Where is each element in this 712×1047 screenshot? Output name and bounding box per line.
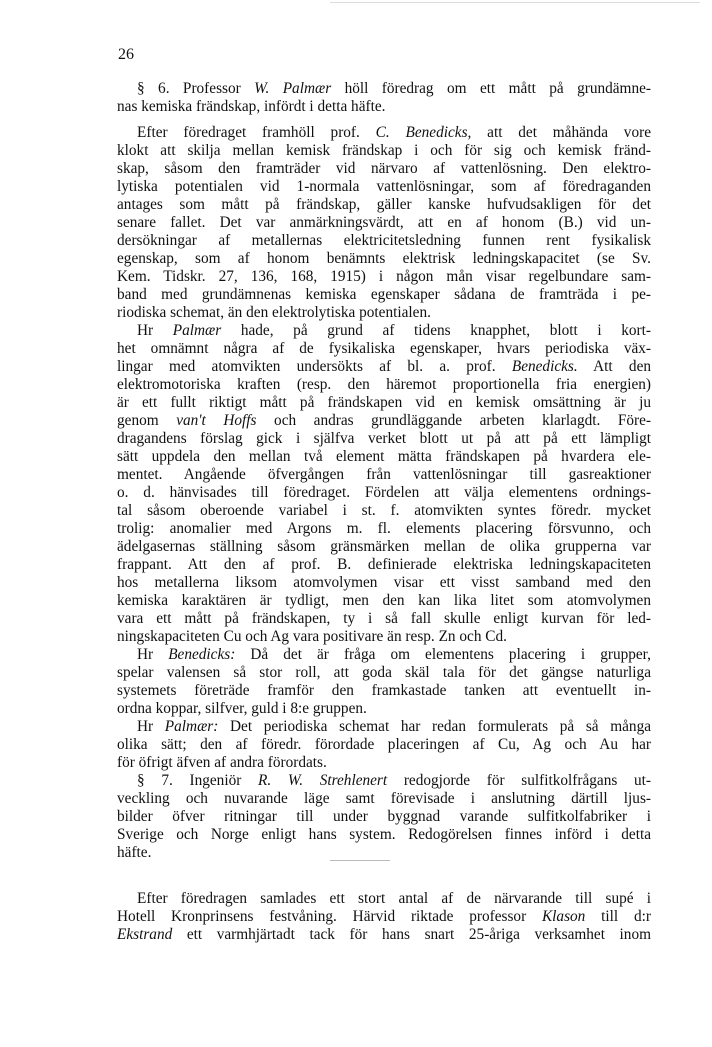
- text-run: för öfrigt äfven af andra förordats.: [117, 754, 327, 771]
- text-line: [117, 592, 651, 610]
- text-line: [117, 926, 651, 944]
- text-run: hos metallerna liksom atomvolymen visar ett visst samband med den: [117, 574, 651, 591]
- text-line: [117, 232, 651, 250]
- text-line: [117, 214, 651, 232]
- text-run: antages som mått på frändskap, gäller kanske hufvudsakligen för det: [117, 196, 651, 213]
- text-line: [117, 268, 651, 286]
- text-run: Efter föredragen samlades ett stort antal af de närvarande till supé i: [137, 890, 651, 907]
- italic-name: Palmær:: [164, 718, 219, 735]
- text-run: kemiska karaktären är tydligt, men den kan lika litet som atomvolymen: [117, 592, 651, 609]
- text-run: höll föredrag om ett mått på grundämne-: [331, 80, 651, 97]
- text-line: [117, 502, 651, 520]
- text-run: genom: [117, 412, 177, 429]
- text-run: olika sätt; den af föredr. förordade placeringen af Cu, Ag och Au har: [117, 736, 651, 753]
- italic-name: Palmær: [172, 322, 222, 339]
- text-line: [117, 358, 651, 376]
- italic-name: C. Benedicks,: [375, 124, 472, 141]
- text-run: egenskap, som af honom benämnts elektrisk ledningskapacitet (se Sv.: [117, 250, 651, 267]
- text-line: [117, 754, 651, 772]
- text-run: sätt uppdela den mellan två element mätta frändskapen på hvardera ele-: [117, 448, 651, 465]
- text-line: [117, 196, 651, 214]
- text-run: lytiska potentialen vid 1-normala vattenlösningar, som af föredraganden: [117, 178, 651, 195]
- text-line: [117, 430, 651, 448]
- text-run: dragandens förslag gick i själfva verket blott ut på att på ett lämpligt: [117, 430, 651, 447]
- text-line: [117, 304, 651, 322]
- text-run: veckling och nuvarande läge samt förevisade i anslutning därtill ljus-: [117, 790, 651, 807]
- text-line: [137, 646, 651, 664]
- text-line: [117, 826, 651, 844]
- text-line: [117, 682, 651, 700]
- italic-name: Benedicks:: [168, 646, 236, 663]
- text-run: att det måhända vore: [471, 124, 651, 141]
- text-line: [117, 574, 651, 592]
- italic-name: Klason: [541, 908, 586, 925]
- text-line: [117, 610, 651, 628]
- text-run: till d:r: [585, 908, 651, 925]
- text-run: elektromotoriska kraften (resp. den häremot proportionella fria energien): [117, 376, 651, 393]
- text-line: [137, 718, 651, 736]
- text-run: ädelgasernas ställning såsom gränsmärken mellan de olika grupperna var: [117, 538, 651, 555]
- text-line: [117, 538, 651, 556]
- text-line: [117, 250, 651, 268]
- text-run: är ett fullt riktigt mått på frändskapen vid en kemisk omsättning är ju: [117, 394, 651, 411]
- text-run: het omnämnt några af de fysikaliska egenskaper, hvars periodiska väx-: [117, 340, 651, 357]
- text-line: [137, 890, 651, 908]
- text-line: [117, 520, 651, 538]
- text-run: hade, på grund af tidens knapphet, blott i kort-: [221, 322, 651, 339]
- text-line: [117, 98, 651, 116]
- text-run: vara ett mått på frändskapen, ty i så fall skulle enligt kurvan för led-: [117, 610, 651, 627]
- text-line: [117, 448, 651, 466]
- text-run: Hotell Kronprinsens festvåning. Härvid riktade professor: [117, 908, 542, 925]
- text-run: band med grundämnenas kemiska egenskaper sådana de framträda i pe-: [117, 286, 651, 303]
- text-run: o. d. hänvisades till föredraget. Fördelen att välja elementens ordnings-: [117, 484, 651, 501]
- text-run: systemets företräde framför den framkastade tanken att eventuellt in-: [117, 682, 651, 699]
- text-run: skap, såsom den framträder vid närvaro af vattenlösning. Den elektro-: [117, 160, 651, 177]
- text-line: [117, 556, 651, 574]
- text-line: [117, 286, 651, 304]
- italic-name: R. W. Strehlenert: [258, 772, 388, 789]
- text-line: [117, 664, 651, 682]
- text-line: [117, 628, 651, 646]
- text-run: ordna koppar, silfver, guld i 8:e gruppen.: [117, 700, 367, 717]
- text-line: [117, 340, 651, 358]
- italic-name: W. Palmær: [254, 80, 332, 97]
- text-run: § 7. Ingeniör: [137, 772, 259, 789]
- text-line: [137, 772, 651, 790]
- text-line: [137, 80, 651, 98]
- text-line: [117, 484, 651, 502]
- text-run: och andras grundläggande arbeten klarlagdt. Före-: [256, 412, 651, 429]
- text-run: Hr: [137, 646, 169, 663]
- text-run: redogjorde för sulfitkolfrågans ut-: [387, 772, 651, 789]
- text-line: [117, 908, 651, 926]
- text-run: Hr: [137, 322, 173, 339]
- text-run: Sverige och Norge enligt hans system. Redogörelsen finnes införd i detta: [117, 826, 651, 843]
- text-run: ningskapaciteten Cu och Ag vara positivare än resp. Zn och Cd.: [117, 628, 507, 645]
- section-divider: [330, 860, 390, 861]
- italic-name: Benedicks.: [511, 358, 578, 375]
- italic-name: van't Hoffs: [176, 412, 257, 429]
- text-run: Kem. Tidskr. 27, 136, 168, 1915) i någon mån visar regelbundare sam-: [117, 268, 651, 285]
- text-line: [117, 808, 651, 826]
- text-run: Hr: [137, 718, 165, 735]
- text-run: mentet. Angående öfvergången från vattenlösningar till gasreaktioner: [117, 466, 651, 483]
- text-run: tal såsom oberoende variabel i st. f. atomvikten syntes föredr. mycket: [117, 502, 651, 519]
- text-line: [117, 412, 651, 430]
- text-run: frappant. Att den af prof. B. definierade elektriska ledningskapaciteten: [117, 556, 651, 573]
- text-run: bilder öfver ritningar till under byggnad varande sulfitkolfabriker i: [117, 808, 651, 825]
- text-run: riodiska schemat, än den elektrolytiska potentialen.: [117, 304, 431, 321]
- text-line: [117, 736, 651, 754]
- text-run: lingar med atomvikten undersökts af bl. a. prof.: [117, 358, 512, 375]
- text-run: Att den: [577, 358, 652, 375]
- text-run: senare fallet. Det var anmärkningsvärdt, att en af honom (B.) vid un-: [117, 214, 651, 231]
- text-line: [117, 142, 651, 160]
- text-run: Då det är fråga om elementens placering i grupper,: [235, 646, 651, 663]
- text-run: Efter föredraget framhöll prof.: [137, 124, 376, 141]
- text-run: § 6. Professor: [137, 80, 255, 97]
- italic-name: Ekstrand: [117, 926, 173, 943]
- text-run: trolig: anomalier med Argons m. fl. elements placering försvunno, och: [117, 520, 651, 537]
- text-line: [117, 700, 651, 718]
- text-line: [117, 178, 651, 196]
- text-line: [117, 790, 651, 808]
- text-line: [117, 376, 651, 394]
- text-line: [117, 160, 651, 178]
- text-run: spelar valensen så stor roll, att goda skäl tala för det gängse naturliga: [117, 664, 651, 681]
- text-run: ett varmhjärtadt tack för hans snart 25-åriga verksamhet inom: [172, 926, 651, 943]
- top-edge-line: [330, 2, 700, 3]
- text-run: Det periodiska schemat har redan formulerats på så många: [218, 718, 652, 735]
- text-run: dersökningar af metallernas elektricitetsledning funnen rent fysikalisk: [117, 232, 651, 249]
- text-run: klokt att skilja mellan kemisk frändskap i och för sig och kemisk fränd-: [117, 142, 651, 159]
- text-line: [117, 394, 651, 412]
- text-line: [137, 124, 651, 142]
- text-run: häfte.: [117, 844, 152, 861]
- text-line: [137, 322, 651, 340]
- text-run: nas kemiska frändskap, infördt i detta häfte.: [117, 98, 386, 115]
- text-line: [117, 466, 651, 484]
- page-number: 26: [118, 46, 134, 63]
